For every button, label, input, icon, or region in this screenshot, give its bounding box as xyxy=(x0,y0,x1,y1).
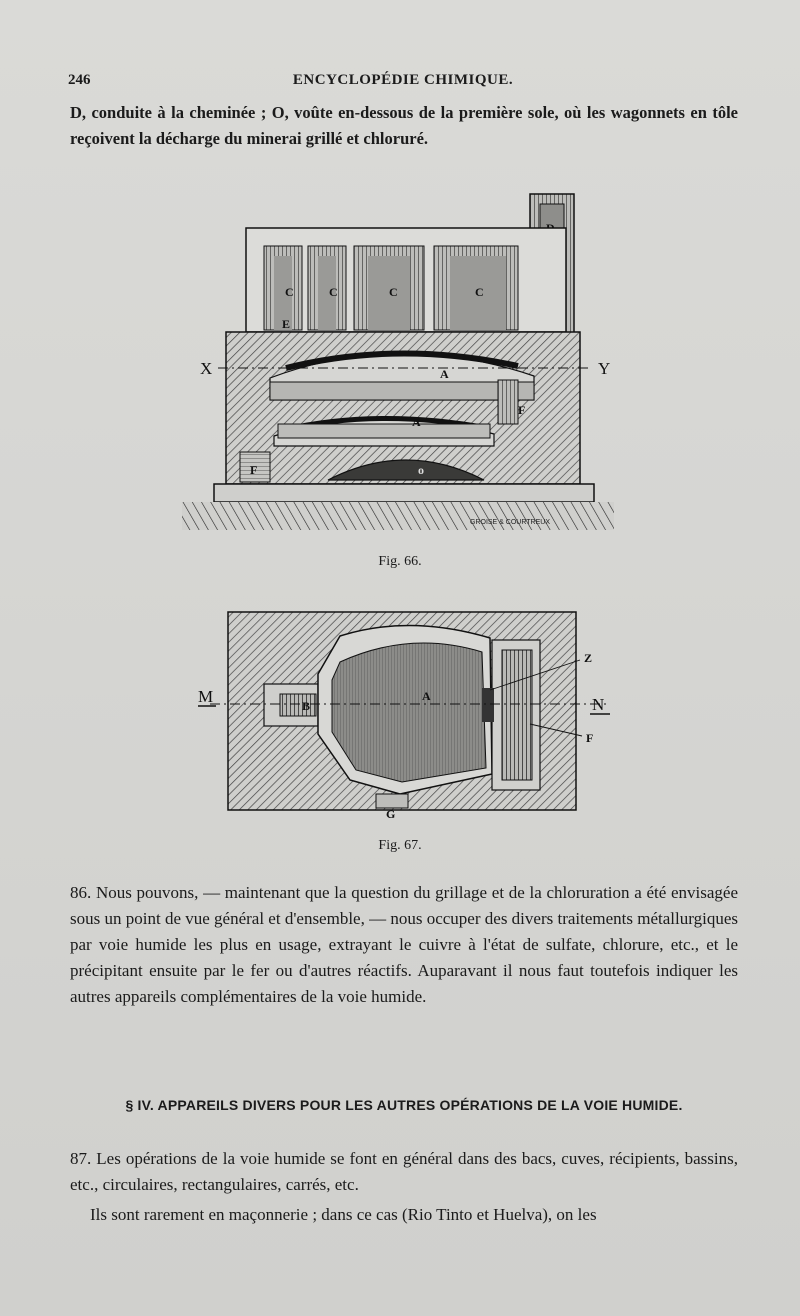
label-E: E xyxy=(282,317,291,331)
running-header xyxy=(68,72,738,94)
figure-66 xyxy=(178,190,618,540)
running-title: ENCYCLOPÉDIE CHIMIQUE. xyxy=(292,72,514,88)
figure-66-caption: Fig. 66. xyxy=(378,554,422,569)
paragraph-86: 86. Nous pouvons, — maintenant que la question du grillage et de la chloruration a été envisagée sous un point de vue général et d'ensemble, — nous occuper des divers traitements métallurgiques par voie humide les plus en usage, extrayant le cuivre à l'état de sulfate, chlorure, etc., et le précipitant ensuite par le fer ou d'autres réactifs. Auparavant il nous faut toutefois indiquer les autres appareils complémentaires de la voie humide. xyxy=(70,883,738,1006)
label-B: B xyxy=(302,699,311,713)
label-X: X xyxy=(200,359,213,378)
label-M: M xyxy=(198,687,214,706)
label-F-lower: F xyxy=(250,463,258,477)
furnace-base xyxy=(214,484,594,502)
label-O: o xyxy=(418,463,424,477)
figure-67 xyxy=(190,604,630,818)
section-heading: § IV. APPAREILS DIVERS POUR LES AUTRES OPÉRATIONS DE LA VOIE HUMIDE. xyxy=(125,1097,683,1113)
label-A-plan: A xyxy=(422,689,431,703)
paragraph-87-continued: Ils sont rarement en maçonnerie ; dans ce cas (Rio Tinto et Huelva), on les xyxy=(90,1205,597,1224)
figure-67-drawing xyxy=(190,604,630,818)
label-C-2: C xyxy=(329,285,338,299)
label-Z: Z xyxy=(584,651,593,665)
page-number: 246 xyxy=(68,72,91,88)
figure-66-drawing xyxy=(178,190,618,540)
label-C-4: C xyxy=(475,285,484,299)
label-F-plan: F xyxy=(586,731,594,745)
intro-paragraph: D, conduite à la cheminée ; O, voûte en-dessous de la première sole, où les wagonnets en tôle reçoivent la décharge du minerai grillé et chloruré. xyxy=(70,103,738,148)
label-F-upper: F xyxy=(518,403,526,417)
figure-67-caption: Fig. 67. xyxy=(378,838,422,853)
label-G: G xyxy=(386,807,396,818)
label-A-lower: A xyxy=(412,415,421,429)
label-N: N xyxy=(592,695,605,714)
door-G xyxy=(376,794,408,808)
paragraph-87: 87. Les opérations de la voie humide se font en général dans des bacs, cuves, récipients, bassins, etc., circulaires, rectangulaires, carrés, etc. xyxy=(70,1149,738,1194)
label-C-1: C xyxy=(285,285,294,299)
label-A-upper: A xyxy=(440,367,449,381)
label-Y: Y xyxy=(598,359,611,378)
label-C-3: C xyxy=(389,285,398,299)
engraver-signature: GROISE & COURTREUX xyxy=(470,519,550,526)
